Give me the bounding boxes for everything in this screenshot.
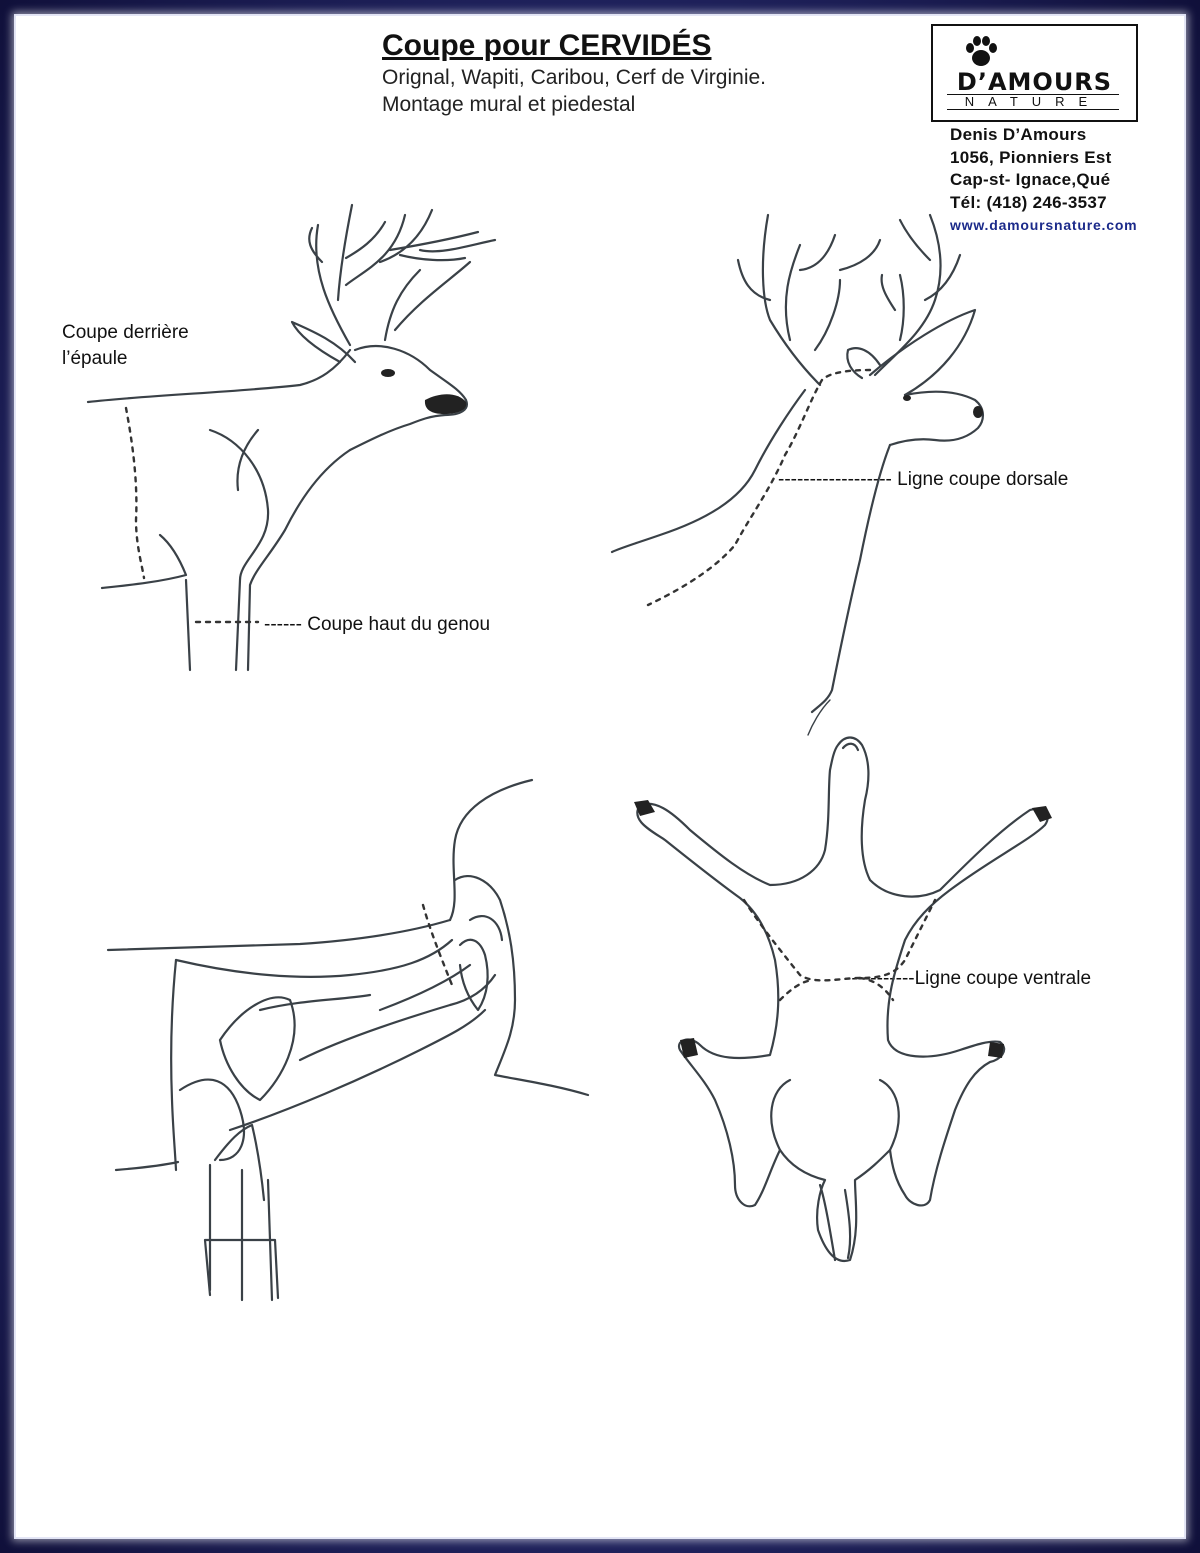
contact-city: Cap-st- Ignace,Qué [950,170,1111,189]
contact-phone: Tél: (418) 246-3537 [950,192,1107,212]
knee-cut-label: ------ Coupe haut du genou [264,614,491,635]
deer-dorsal-illustration [612,215,983,735]
logo-wordmark: D’AMOURS [956,68,1113,96]
page-title: Coupe pour CERVIDÉS [382,29,712,62]
dorsal-cut-label: ------------------ Ligne coupe dorsale [778,469,1069,490]
ventral-hide-illustration [634,738,1052,1261]
deer-side-illustration [88,205,495,670]
website-link[interactable]: www.damoursnature.com [950,217,1138,233]
contact-street: 1056, Pionniers Est [950,147,1112,167]
shoulder-cut-label-line1: Coupe derrière [62,322,189,343]
logo-nature: NATURE [947,94,1119,110]
shoulder-cut-label-line2: l’épaule [62,348,128,369]
ventral-cut-label: -----------Ligne coupe ventrale [845,968,1092,989]
cape-shoulder-illustration [108,780,588,1300]
contact-name: Denis D’Amours [950,125,1087,144]
subtitle-species: Orignal, Wapiti, Caribou, Cerf de Virginie. [382,66,766,89]
subtitle-mount: Montage mural et piedestal [382,93,636,116]
